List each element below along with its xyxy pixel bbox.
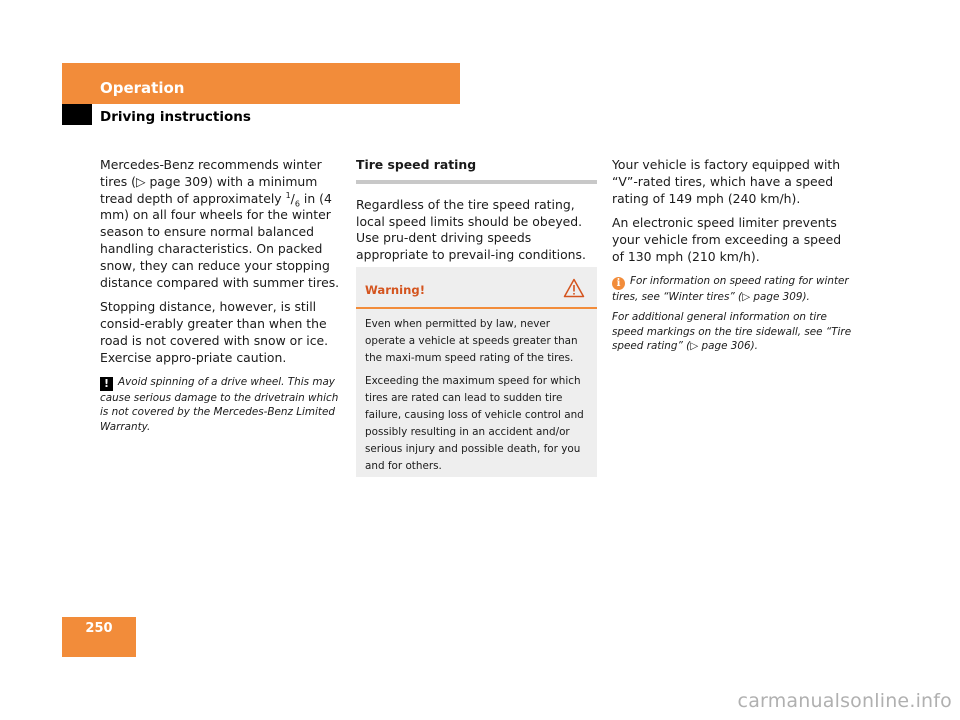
column-right <box>612 157 857 360</box>
info-note-2: For additional general information on tire speed markings on the tire sidewall, see “Tire speed rating” (▷ page 306). <box>612 311 852 353</box>
section-subtitle: Driving instructions <box>100 109 251 125</box>
column-middle <box>356 157 597 272</box>
warning-box <box>356 267 597 477</box>
warning-triangle-icon <box>563 278 585 298</box>
info-icon: i <box>612 277 625 290</box>
warning-body <box>356 309 597 475</box>
warning-header <box>356 267 597 309</box>
section-heading: Tire speed rating <box>356 157 597 184</box>
info-notes <box>612 274 857 354</box>
page-number: 250 <box>85 621 113 636</box>
warning-paragraph-2: Exceeding the maximum speed for which tires are rated can lead to sudden tire failure, causing loss of vehicle control and possibly resulting in an accident and/or serious injury and possible death, for you and for others. <box>365 375 584 472</box>
winter-tires-paragraph: Mercedes-Benz recommends winter tires (▷ page 309) with a minimum tread depth of approximately $^1/_6$ in (4 mm) on all four wheels for the winter season to ensure normal balanced handling characteristics. On packed snow, they can reduce your stopping distance compared with summer tires. <box>100 157 340 290</box>
speed-limit-paragraph: Regardless of the tire speed rating, local speed limits should be obeyed. Use pru-dent driving speeds appropriate to prevail-ing conditions. <box>356 196 586 263</box>
chapter-title: Operation <box>100 79 185 97</box>
watermark: carmanualsonline.info <box>737 690 952 712</box>
caution-note: ! Avoid spinning of a drive wheel. This may cause serious damage to the drivetrain which is not covered by the Mercedes-Benz Limited Warranty. <box>100 375 339 433</box>
section-tab <box>62 104 92 125</box>
exclamation-icon: ! <box>100 377 113 391</box>
speed-limiter-paragraph: An electronic speed limiter prevents your vehicle from exceeding a speed of 130 mph (210 km/h). <box>612 215 842 264</box>
info-note-1: i For information on speed rating for winter tires, see “Winter tires” (▷ page 309). <box>612 274 849 303</box>
warning-title: Warning! <box>365 283 425 297</box>
warning-paragraph-1: Even when permitted by law, never operate a vehicle at speeds greater than the maxi-mum speed rating of the tires. <box>365 318 578 364</box>
v-rated-paragraph: Your vehicle is factory equipped with “V”-rated tires, which have a speed rating of 149 mph (240 km/h). <box>612 157 841 206</box>
stopping-distance-paragraph: Stopping distance, however, is still consid-erably greater than when the road is not covered with snow or ice. Exercise appro-priate caution. <box>100 299 329 365</box>
column-left <box>100 157 345 440</box>
